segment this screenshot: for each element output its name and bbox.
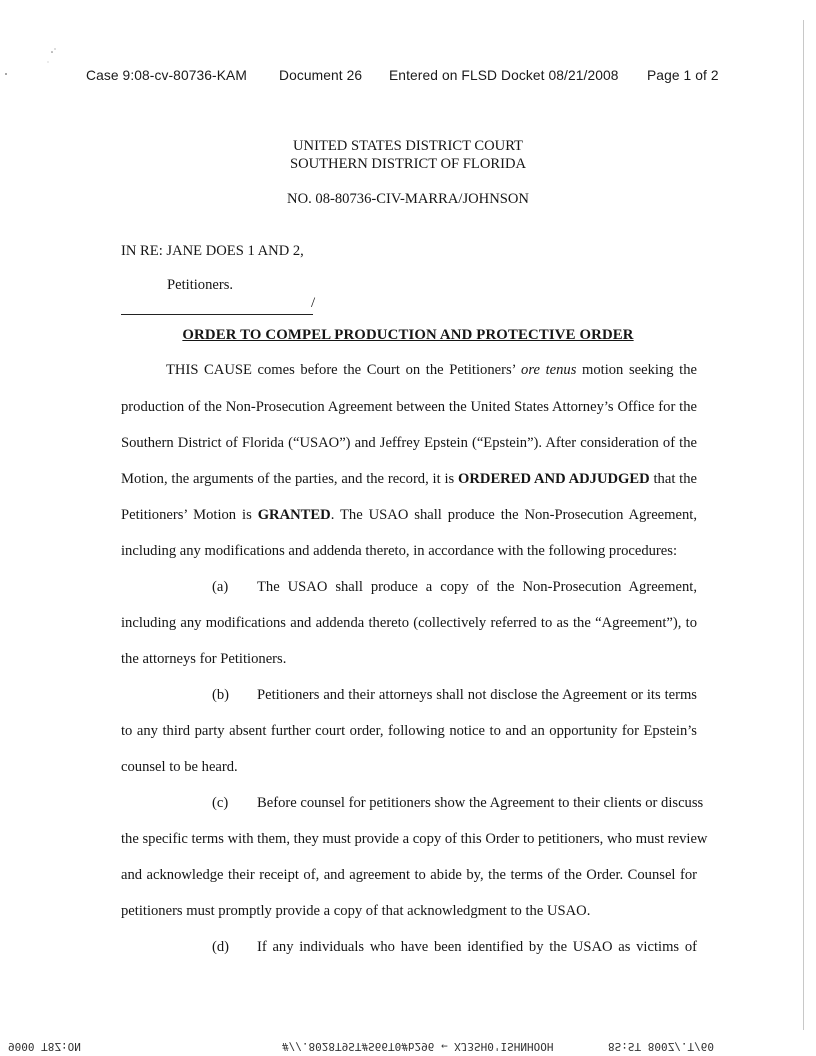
header-case-number: Case 9:08-cv-80736-KAM bbox=[86, 68, 247, 83]
intro-line-4: Motion, the arguments of the parties, and the record, it is ORDERED AND ADJUDGED that the bbox=[121, 471, 698, 487]
court-district: SOUTHERN DISTRICT OF FLORIDA bbox=[289, 156, 527, 172]
fax-footer-right: 8S:ST 800Z/.T/60 bbox=[608, 1040, 714, 1053]
header-entered-date: Entered on FLSD Docket 08/21/2008 bbox=[389, 68, 619, 83]
order-title: ORDER TO COMPEL PRODUCTION AND PROTECTIVE ORDER bbox=[182, 327, 634, 343]
item-c-line-1: Before counsel for petitioners show the Agreement to their clients or discuss bbox=[257, 795, 704, 811]
item-c-label: (c) bbox=[212, 795, 229, 811]
item-a-label: (a) bbox=[212, 579, 229, 595]
item-a-line-1: The USAO shall produce a copy of the Non-Prosecution Agreement, bbox=[257, 579, 697, 595]
court-name: UNITED STATES DISTRICT COURT bbox=[293, 138, 523, 154]
intro-line-6: including any modifications and addenda thereto, in accordance with the following procedures: bbox=[121, 543, 678, 559]
caption-slash: / bbox=[311, 295, 316, 311]
case-number: NO. 08-80736-CIV-MARRA/JOHNSON bbox=[287, 191, 529, 207]
item-c-line-2: the specific terms with them, they must provide a copy of this Order to petitioners, who must review bbox=[121, 831, 708, 847]
item-a-line-3: the attorneys for Petitioners. bbox=[121, 651, 287, 667]
caption-petitioners: Petitioners. bbox=[167, 277, 234, 293]
item-b-label: (b) bbox=[212, 687, 230, 703]
fax-footer-left: 9000 T8Z:ON bbox=[8, 1040, 81, 1053]
intro-line-3: Southern District of Florida (“USAO”) and Jeffrey Epstein (“Epstein”). After consideration of the bbox=[121, 435, 697, 451]
item-b-line-2: to any third party absent further court order, following notice to and an opportunity for Epstein’s bbox=[121, 723, 697, 739]
intro-line-2: production of the Non-Prosecution Agreement between the United States Attorney’s Office for the bbox=[121, 399, 697, 415]
intro-line-5: Petitioners’ Motion is GRANTED. The USAO shall produce the Non-Prosecution Agreement, bbox=[121, 507, 697, 523]
caption-in-re: IN RE: JANE DOES 1 AND 2, bbox=[121, 243, 304, 259]
item-a-line-2: including any modifications and addenda thereto (collectively referred to as the “Agreement”), to bbox=[121, 615, 697, 631]
intro-line-1: THIS CAUSE comes before the Court on the Petitioners’ ore tenus motion seeking the bbox=[166, 362, 697, 378]
header-page-number: Page 1 of 2 bbox=[647, 68, 719, 83]
header-document-number: Document 26 bbox=[279, 68, 363, 83]
scan-specks bbox=[0, 40, 80, 80]
item-b-line-3: counsel to be heard. bbox=[121, 759, 238, 775]
item-b-line-1: Petitioners and their attorneys shall not disclose the Agreement or its terms bbox=[257, 687, 697, 703]
fax-footer-middle: #//.8028T9ST#S66T0#b296 ← XJ3SH0'ISHNHOOH bbox=[282, 1040, 554, 1053]
caption-rule-line bbox=[121, 314, 313, 315]
item-c-line-3: and acknowledge their receipt of, and agreement to abide by, the terms of the Order. Counsel for bbox=[121, 867, 697, 883]
item-d-label: (d) bbox=[212, 939, 230, 955]
item-c-line-4: petitioners must promptly provide a copy of that acknowledgment to the USAO. bbox=[121, 903, 591, 919]
item-d-line-1: If any individuals who have been identified by the USAO as victims of bbox=[257, 939, 697, 955]
docket-header bbox=[86, 68, 719, 83]
